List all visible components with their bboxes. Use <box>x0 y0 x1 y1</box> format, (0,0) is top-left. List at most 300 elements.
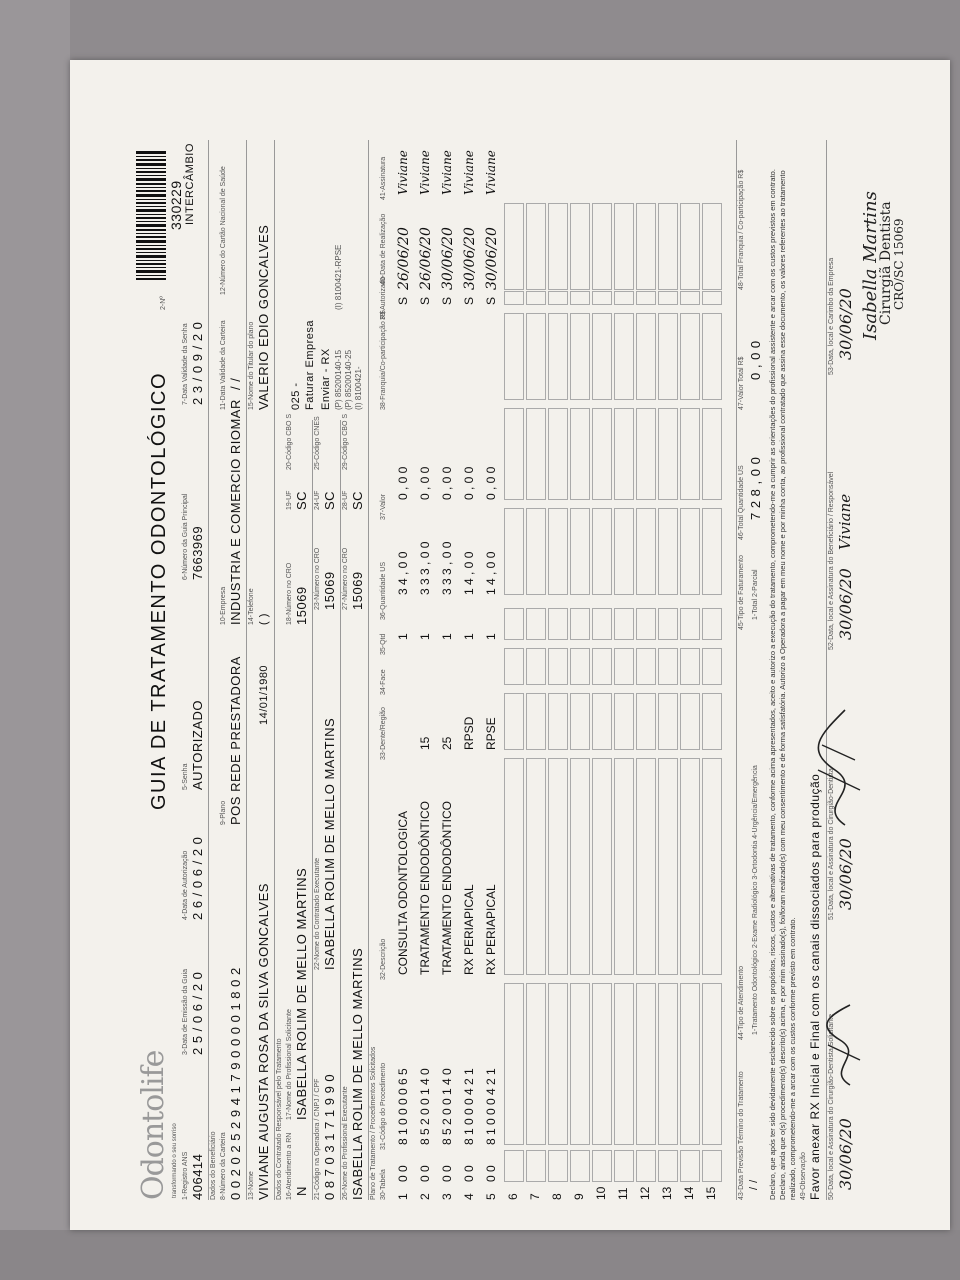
table-cell-us: 1 4 , 0 0 <box>462 551 476 595</box>
empty-cell-box <box>658 758 678 975</box>
plano-label: 9-Plano <box>220 800 227 825</box>
table-cell-tabela: 0 0 <box>418 1165 432 1182</box>
cro-contratado-value: 15069 <box>322 571 337 610</box>
empty-cell-box <box>702 983 722 1145</box>
table-row <box>458 140 480 1200</box>
atendimento-rn-label: 16-Atendimento a RN <box>286 1132 293 1200</box>
table-row <box>678 140 700 1200</box>
empty-cell-box <box>570 983 590 1145</box>
table-row <box>634 140 656 1200</box>
empty-cell-box <box>636 693 656 750</box>
profissional-solicitante-label: 17-Nome do Profissional Solicitante <box>286 1009 293 1120</box>
table-cell-n: 9 <box>572 1193 586 1200</box>
empty-cell-box <box>702 203 722 290</box>
empty-cell-box <box>570 693 590 750</box>
empty-cell-box <box>658 291 678 305</box>
empty-cell-box <box>614 608 634 640</box>
observacao-value: Favor anexar RX Inicial e Final com os canais dissociados para produção <box>808 773 822 1200</box>
empty-cell-box <box>592 758 612 975</box>
data-nascimento-value: 14/01/1980 <box>258 664 270 725</box>
section-beneficiario: Dados do Beneficiário <box>210 1131 217 1200</box>
contratado-executante-label: 22-Nome do Contratado Executante <box>314 857 321 970</box>
empty-cell-box <box>614 203 634 290</box>
empty-cell-box <box>614 758 634 975</box>
empty-cell-box <box>592 608 612 640</box>
empty-cell-box <box>526 693 546 750</box>
empty-cell-box <box>614 508 634 595</box>
table-cell-valor: 0 , 0 0 <box>484 466 498 500</box>
empresa-label: 10-Empresa <box>220 586 227 625</box>
numero-carteira-value: 0 0 2 0 2 5 2 9 4 1 7 9 0 0 0 0 1 8 0 2 <box>228 967 243 1200</box>
empty-cell-box <box>570 648 590 685</box>
table-cell-n: 11 <box>616 1187 630 1200</box>
empty-cell-box <box>636 291 656 305</box>
barcode-number: 330229 <box>168 180 184 230</box>
empty-cell-box <box>680 983 700 1145</box>
empty-cell-box <box>592 693 612 750</box>
cro-contratado-label: 23-Número no CRO <box>314 547 321 610</box>
empty-cell-box <box>592 648 612 685</box>
profissional-executante-label: 26-Nome do Profissional Executante <box>342 1086 349 1200</box>
row-signature: Viviane <box>396 150 410 195</box>
empty-cell-box <box>702 608 722 640</box>
empty-cell-box <box>526 983 546 1145</box>
empty-cell-box <box>548 758 568 975</box>
empty-cell-box <box>702 291 722 305</box>
row-signature: Viviane <box>440 150 454 195</box>
divider <box>736 140 737 1200</box>
table-row <box>656 140 678 1200</box>
codigo-operadora-value: 0 8 7 0 3 1 7 1 9 9 0 <box>322 1073 337 1200</box>
titular-value: VALERIO EDIO GONCALVES <box>256 224 271 410</box>
empty-cell-box <box>658 203 678 290</box>
empty-cell-box <box>526 508 546 595</box>
observacao-label: 49-Observação <box>800 1152 807 1200</box>
table-cell-dente: 25 <box>440 736 454 750</box>
table-cell-qtd: 1 <box>484 633 498 640</box>
table-cell-n: 3 <box>440 1193 454 1200</box>
table-cell-qtd: 1 <box>396 633 410 640</box>
sig50-label: 50-Data, local e Assinatura do Cirurgião-Dentista Solicitante <box>828 1014 835 1200</box>
cbo-solicitante-label: 20-Código CBO S <box>286 413 293 470</box>
cnes-label: 25-Código CNES <box>314 416 321 470</box>
table-cell-aut: S <box>440 296 454 305</box>
data-autorizacao-label: 4-Data de Autorização <box>182 850 189 920</box>
empty-cell-box <box>548 508 568 595</box>
table-row <box>480 140 502 1200</box>
empty-cell-box <box>570 508 590 595</box>
table-cell-aut: S <box>462 296 476 305</box>
empty-cell-box <box>614 313 634 400</box>
table-row <box>700 140 722 1200</box>
table-cell-descricao: CONSULTA ODONTOLOGICA <box>396 810 410 975</box>
empty-cell-box <box>592 983 612 1145</box>
empty-cell-box <box>548 648 568 685</box>
empty-cell-box <box>526 648 546 685</box>
table-cell-dente: RPSD <box>462 716 476 750</box>
cartao-nacional-label: 12-Número do Cartão Nacional de Saúde <box>220 166 227 295</box>
table-cell-n: 5 <box>484 1193 498 1200</box>
table-cell-tabela: 0 0 <box>396 1165 410 1182</box>
sig52-name: Viviane <box>836 493 854 550</box>
empty-cell-box <box>702 693 722 750</box>
franquia-total-label: 48-Total Franquia / Co-participação R$ <box>738 169 745 290</box>
col-header: 31-Código do Procedimento <box>380 1062 387 1150</box>
empty-cell-box <box>504 291 524 305</box>
side-note: (I) 8100421-RPSE <box>334 244 343 310</box>
plano-value: POS REDE PRESTADORA <box>228 656 243 825</box>
divider <box>274 140 275 1200</box>
empty-cell-box <box>702 648 722 685</box>
table-row <box>524 140 546 1200</box>
odontolife-logo: Odontolife <box>136 1050 171 1200</box>
empty-cell-box <box>592 1150 612 1182</box>
empty-cell-box <box>636 508 656 595</box>
empty-cell-box <box>504 313 524 400</box>
empty-cell-box <box>592 313 612 400</box>
total-us-value: 7 2 8 , 0 0 <box>748 456 763 520</box>
empty-cell-box <box>504 608 524 640</box>
table-cell-aut: S <box>484 296 498 305</box>
empty-cell-box <box>680 508 700 595</box>
profissional-executante-value: ISABELLA ROLIM DE MELLO MARTINS <box>350 947 365 1200</box>
nome-label: 13-Nome <box>248 1171 255 1200</box>
table-cell-n: 7 <box>528 1193 542 1200</box>
empty-cell-box <box>702 408 722 500</box>
empty-cell-box <box>636 983 656 1145</box>
empty-cell-box <box>702 313 722 400</box>
codigo-operadora-label: 21-Código na Operadora / CNPJ / CPF <box>314 1078 321 1200</box>
table-cell-n: 8 <box>550 1193 564 1200</box>
empty-cell-box <box>658 1150 678 1182</box>
table-cell-qtd: 1 <box>440 633 454 640</box>
table-cell-qtd: 1 <box>462 633 476 640</box>
total-us-label: 46-Total Quantidade US <box>738 465 745 540</box>
divider <box>246 140 247 1200</box>
tipo-atendimento-options: 1-Tratamento Odontológico 2-Exame Radiológico 3-Ortodontia 4-Urgência/Emergência <box>752 765 759 1035</box>
table-cell-tabela: 0 0 <box>484 1165 498 1182</box>
validade-carteira-value: / / <box>228 377 243 390</box>
page-marker: 2-Nº <box>160 296 167 310</box>
sig50-date: 30/06/20 <box>836 1118 855 1190</box>
table-cell-data: 26/06/20 <box>396 227 412 290</box>
data-emissao-value: 2 5 / 0 6 / 2 0 <box>190 971 205 1055</box>
stamp-title: Cirurgiã Dentista <box>878 201 894 325</box>
dentist-signature-image <box>810 700 870 830</box>
cro-solicitante-label: 18-Número no CRO <box>286 562 293 625</box>
table-cell-dente: RPSE <box>484 717 498 750</box>
divider <box>368 140 369 1200</box>
empty-cell-box <box>614 983 634 1145</box>
table-cell-us: 3 3 3 , 0 0 <box>418 541 432 595</box>
empty-cell-box <box>504 1150 524 1182</box>
stamp-cro: CRO/SC 15069 <box>892 218 906 310</box>
empty-cell-box <box>636 408 656 500</box>
empty-cell-box <box>570 203 590 290</box>
side-note: Faturar Empresa <box>304 319 316 410</box>
empty-cell-box <box>680 608 700 640</box>
table-cell-valor: 0 , 0 0 <box>396 466 410 500</box>
empty-cell-box <box>526 608 546 640</box>
intercambio-label: INTERCÂMBIO <box>184 143 196 225</box>
empty-cell-box <box>658 648 678 685</box>
empty-cell-box <box>504 648 524 685</box>
side-note: (P) 85200140-15 <box>334 349 343 410</box>
sig52-label: 52-Data, local e Assinatura do Beneficiário / Responsável <box>828 471 835 650</box>
table-cell-n: 10 <box>594 1186 608 1200</box>
table-cell-descricao: TRATAMENTO ENDODÔNTICO <box>440 801 454 975</box>
table-row <box>502 140 524 1200</box>
uf-solicitante-label: 19-UF <box>286 490 293 510</box>
empty-cell-box <box>658 508 678 595</box>
table-cell-us: 3 4 , 0 0 <box>396 551 410 595</box>
form-title: GUIA DE TRATAMENTO ODONTOLÓGICO <box>148 371 170 810</box>
empty-cell-box <box>570 758 590 975</box>
empty-cell-box <box>592 203 612 290</box>
divider <box>340 420 341 1200</box>
table-cell-data: 30/06/20 <box>440 227 456 290</box>
empty-cell-box <box>658 313 678 400</box>
cbo-executante-label: 29-Código CBO S <box>342 413 349 470</box>
nome-value: VIVIANE AUGUSTA ROSA DA SILVA GONCALVES <box>256 883 271 1200</box>
empty-cell-box <box>548 983 568 1145</box>
side-note: (I) 8100421- <box>354 366 363 410</box>
empty-cell-box <box>570 608 590 640</box>
uf-executante-value: SC <box>350 490 365 510</box>
table-cell-tabela: 0 0 <box>440 1165 454 1182</box>
validade-carteira-label: 11-Data Validade da Carteira <box>220 320 227 410</box>
empty-cell-box <box>702 758 722 975</box>
empty-cell-box <box>526 291 546 305</box>
empty-cell-box <box>548 1150 568 1182</box>
table-row <box>590 140 612 1200</box>
empty-cell-box <box>636 313 656 400</box>
empty-cell-box <box>504 508 524 595</box>
empty-cell-box <box>548 203 568 290</box>
empty-cell-box <box>636 1150 656 1182</box>
table-cell-codigo: 8 5 2 0 0 1 4 0 <box>440 1068 454 1145</box>
dentist-signature-image <box>820 1000 870 1090</box>
tipo-atendimento-label: 44-Tipo de Atendimento <box>738 965 745 1040</box>
empty-cell-box <box>548 291 568 305</box>
guia-principal-label: 6-Número da Guia Principal <box>182 493 189 580</box>
table-cell-data: 26/06/20 <box>418 227 434 290</box>
sig53-date: 30/06/20 <box>836 288 855 360</box>
contratado-executante-value: ISABELLA ROLIM DE MELLO MARTINS <box>322 717 337 970</box>
sig51-label: 51-Data, local e Assinatura do Cirurgião-Dentista <box>828 768 835 920</box>
registro-ans-value: 406414 <box>190 1153 205 1200</box>
col-header: 30-Tabela <box>380 1169 387 1200</box>
table-cell-aut: S <box>418 296 432 305</box>
telefone-label: 14-Telefone <box>248 588 255 625</box>
empty-cell-box <box>680 313 700 400</box>
table-cell-n: 2 <box>418 1193 432 1200</box>
table-cell-n: 1 <box>396 1193 410 1200</box>
empty-cell-box <box>636 203 656 290</box>
empty-cell-box <box>548 693 568 750</box>
barcode-image <box>136 150 166 280</box>
side-note: Enviar - RX <box>320 348 332 410</box>
table-row <box>392 140 414 1200</box>
table-cell-valor: 0 , 0 0 <box>418 466 432 500</box>
empresa-value: INDUSTRIA E COMERCIO RIOMAR <box>228 399 243 625</box>
empty-cell-box <box>526 758 546 975</box>
titular-label: 15-Nome do Titular do plano <box>248 321 255 410</box>
empty-cell-box <box>570 291 590 305</box>
table-cell-valor: 0 , 0 0 <box>462 466 476 500</box>
empty-cell-box <box>504 693 524 750</box>
logo-tagline: transformando o seu sorriso <box>172 1123 178 1198</box>
empty-cell-box <box>680 758 700 975</box>
sig52-date: 30/06/20 <box>836 568 855 640</box>
col-header: 33-Dente/Região <box>380 707 387 760</box>
empty-cell-box <box>570 313 590 400</box>
table-row <box>414 140 436 1200</box>
uf-executante-label: 28-UF <box>342 490 349 510</box>
uf-contratado-label: 24-UF <box>314 490 321 510</box>
empty-cell-box <box>548 313 568 400</box>
table-cell-tabela: 0 0 <box>462 1165 476 1182</box>
section-contratado: Dados do Contratado Responsável pelo Tratamento <box>276 1038 283 1200</box>
cro-executante-value: 15069 <box>350 571 365 610</box>
col-header: 34-Face <box>380 669 387 695</box>
empty-cell-box <box>504 203 524 290</box>
previsao-value: / / <box>748 1179 760 1190</box>
empty-cell-box <box>658 408 678 500</box>
empty-cell-box <box>680 648 700 685</box>
telefone-value: ( ) <box>258 613 270 625</box>
empty-cell-box <box>614 291 634 305</box>
cro-solicitante-value: 15069 <box>294 586 309 625</box>
empty-cell-box <box>658 983 678 1145</box>
col-header: 37-Valor <box>380 494 387 520</box>
validade-senha-value: 2 3 / 0 9 / 2 0 <box>190 321 205 405</box>
table-cell-us: 1 4 , 0 0 <box>484 551 498 595</box>
valor-total-value: 0 , 0 0 <box>748 340 763 380</box>
table-cell-descricao: RX PERIAPICAL <box>462 884 476 975</box>
table-row <box>546 140 568 1200</box>
table-row <box>612 140 634 1200</box>
empty-cell-box <box>570 408 590 500</box>
senha-value: AUTORIZADO <box>190 700 205 790</box>
empty-cell-box <box>526 1150 546 1182</box>
row-signature: Viviane <box>462 150 476 195</box>
empty-cell-box <box>658 608 678 640</box>
profissional-solicitante-value: ISABELLA ROLIM DE MELLO MARTINS <box>294 867 309 1120</box>
guia-principal-value: 7663969 <box>190 525 205 580</box>
table-row <box>436 140 458 1200</box>
table-cell-us: 3 3 3 , 0 0 <box>440 541 454 595</box>
empty-cell-box <box>614 1150 634 1182</box>
empty-cell-box <box>592 408 612 500</box>
table-cell-codigo: 8 1 0 0 0 4 2 1 <box>484 1068 498 1145</box>
table-cell-n: 14 <box>682 1186 696 1200</box>
table-row <box>568 140 590 1200</box>
empty-cell-box <box>570 1150 590 1182</box>
divider <box>208 140 209 1200</box>
table-cell-n: 12 <box>638 1186 652 1200</box>
empty-cell-box <box>636 758 656 975</box>
table-cell-codigo: 8 5 2 0 0 1 4 0 <box>418 1068 432 1145</box>
empty-cell-box <box>504 758 524 975</box>
table-cell-n: 6 <box>506 1193 520 1200</box>
data-emissao-label: 3-Data de Emissão da Guia <box>182 969 189 1055</box>
empty-cell-box <box>592 291 612 305</box>
table-cell-dente: 15 <box>418 736 432 750</box>
empty-cell-box <box>548 608 568 640</box>
empty-cell-box <box>636 648 656 685</box>
col-header: 39-Autorizado <box>380 276 387 320</box>
empty-cell-box <box>702 508 722 595</box>
table-cell-aut: S <box>396 296 410 305</box>
section-plano: Plano de Tratamento / Procedimentos Solicitados <box>370 1046 377 1200</box>
col-header: 35-Qtd <box>380 633 387 655</box>
empty-cell-box <box>526 313 546 400</box>
col-header: 38-Franquia/Co-participação R$ <box>380 310 387 410</box>
background-left <box>0 0 70 1280</box>
empty-cell-box <box>614 648 634 685</box>
empty-cell-box <box>504 408 524 500</box>
declaracao-text: Declaro, que após ter sido devidamente esclarecido sobre os propósitos, riscos, custos e alternativas de tratamento, conforme acima apresentados, aceito e autorizo a execução do tratamento, comprometendo-me a cumprir as orientações do profissional assistente e arcar com os custos previstos em contrato. Declaro, ainda que o(s) procedimento(s) descrito(s) acima, e por mim assinado(s), foi/foram realizado(s) com meu consentimento e de forma satisfatória. Autorizo a Operadora a pagar em meu nome e por minha conta, ao profissional contratado que assina esse documento, os valores referentes ao tratamento realizado, comprometendo-me a arcar com os custos conforme previsto em contrato. <box>768 169 797 1200</box>
side-note: 025 - <box>290 382 302 410</box>
table-cell-valor: 0 , 0 0 <box>440 466 454 500</box>
row-signature: Viviane <box>418 150 432 195</box>
previsao-label: 43-Data Previsão Término do Tratamento <box>738 1071 745 1200</box>
table-cell-n: 15 <box>704 1186 718 1200</box>
numero-carteira-label: 8-Número da Carteira <box>220 1132 227 1200</box>
valor-total-label: 47-Valor Total R$ <box>738 356 745 410</box>
table-cell-data: 30/06/20 <box>462 227 478 290</box>
table-cell-n: 4 <box>462 1193 476 1200</box>
atendimento-rn-value: N <box>294 1186 309 1196</box>
table-cell-n: 13 <box>660 1186 674 1200</box>
empty-cell-box <box>548 408 568 500</box>
empty-cell-box <box>614 408 634 500</box>
col-header: 36-Quantidade US <box>380 562 387 620</box>
validade-senha-label: 7-Data Validade da Senha <box>182 323 189 405</box>
side-note: (P) 85200140-25 <box>344 349 353 410</box>
senha-label: 5-Senha <box>182 763 189 790</box>
sig51-date: 30/06/20 <box>836 838 855 910</box>
empty-cell-box <box>526 408 546 500</box>
table-cell-codigo: 8 1 0 0 0 4 2 1 <box>462 1068 476 1145</box>
registro-ans-label: 1-Registro ANS <box>182 1151 189 1200</box>
col-header: 40-Data de Realização <box>380 213 387 285</box>
faturamento-label: 45-Tipo de Faturamento <box>738 555 745 630</box>
empty-cell-box <box>504 983 524 1145</box>
background-bottom <box>0 1230 960 1280</box>
empty-cell-box <box>680 1150 700 1182</box>
empty-cell-box <box>702 1150 722 1182</box>
empty-cell-box <box>680 408 700 500</box>
table-cell-data: 30/06/20 <box>484 227 500 290</box>
faturamento-options: 1-Total 2-Parcial <box>752 569 759 620</box>
table-cell-descricao: RX PERIAPICAL <box>484 884 498 975</box>
empty-cell-box <box>680 693 700 750</box>
sig53-label: 53-Data, local e Carimbo da Empresa <box>828 257 835 375</box>
col-header: 41-Assinatura <box>380 156 387 200</box>
uf-contratado-value: SC <box>322 490 337 510</box>
empty-cell-box <box>592 508 612 595</box>
uf-solicitante-value: SC <box>294 490 309 510</box>
dental-treatment-form <box>130 130 906 1210</box>
empty-cell-box <box>614 693 634 750</box>
table-cell-codigo: 8 1 0 0 0 0 6 5 <box>396 1068 410 1145</box>
col-header: 32-Descrição <box>380 938 387 980</box>
table-cell-descricao: TRATAMENTO ENDODÔNTICO <box>418 801 432 975</box>
data-autorizacao-value: 2 6 / 0 6 / 2 0 <box>190 836 205 920</box>
stamp-name: Isabella Martins <box>860 191 881 340</box>
